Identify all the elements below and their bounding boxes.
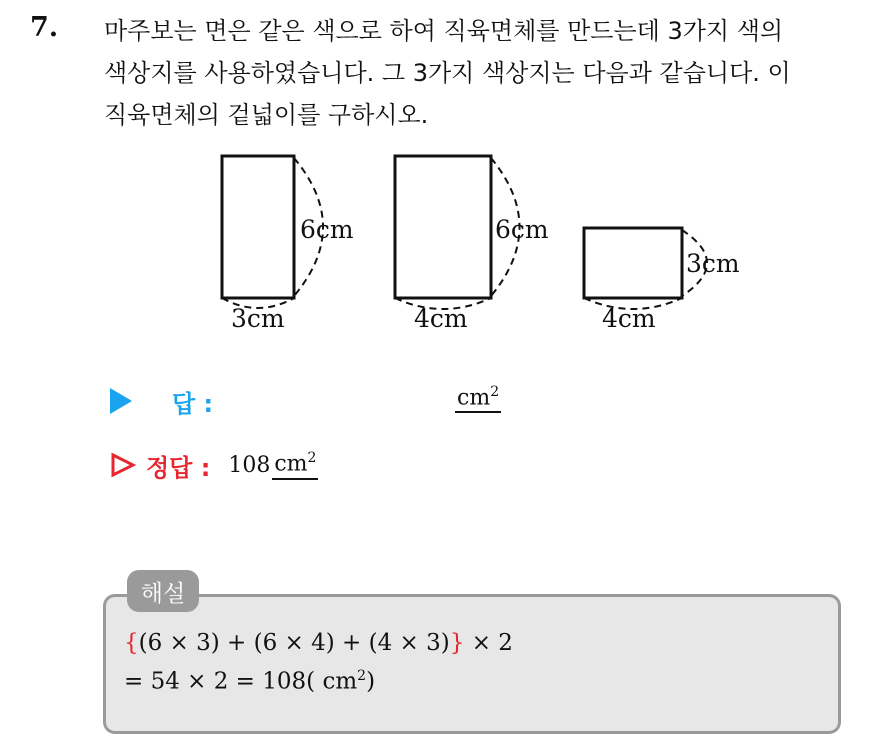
rect3-width-label: 4cm [602, 304, 656, 333]
solution-close-brace: } [449, 630, 465, 656]
answer-row [110, 384, 213, 418]
rect1-width-label: 3cm [231, 304, 285, 333]
answer-unit: cm [457, 385, 491, 411]
answer-label: 답 : [172, 389, 214, 418]
rectangle-4x3 [584, 228, 740, 333]
rectangle-4x6 [395, 156, 549, 333]
correct-unit-exponent: 2 [307, 450, 317, 467]
correct-answer-label: 정답 : [146, 453, 211, 482]
outline-triangle-icon [110, 452, 136, 478]
correct-answer-unit [272, 450, 318, 479]
rectangles-figure [0, 0, 884, 360]
solution-expression: (6 × 3) + (6 × 4) + (4 × 3) [138, 630, 450, 656]
solution-box [103, 594, 841, 734]
correct-unit-base: cm [274, 451, 308, 477]
correct-answer-value: 108 [228, 452, 271, 478]
correct-answer-row [110, 448, 318, 482]
rect1-height-label: 6cm [300, 215, 354, 244]
answer-blank[interactable] [455, 384, 501, 413]
rect2-height-label: 6cm [495, 215, 549, 244]
question-line-2: 색상지를 사용하였습니다. 그 3가지 색상지는 다음과 같습니다. 이 [104, 59, 791, 87]
solution-line-1 [124, 630, 513, 656]
solution-open-brace: { [124, 630, 139, 656]
solution-result-close: ) [366, 668, 376, 695]
answer-unit-exponent: 2 [490, 384, 500, 400]
question-line-1: 마주보는 면은 같은 색으로 하여 직육면체를 만드는데 3가지 색의 [104, 17, 784, 45]
play-triangle-icon [110, 388, 132, 414]
rectangle-3x6 [222, 156, 354, 333]
question-line-3: 직육면체의 겉넓이를 구하시오. [104, 101, 429, 129]
question-number: 7. [30, 12, 59, 43]
solution-line-2 [124, 668, 375, 695]
rect2-width-label: 4cm [414, 304, 468, 333]
solution-result-exponent: 2 [357, 668, 367, 684]
solution-result: = 54 × 2 = 108( cm [124, 668, 358, 695]
solution-tag: 해설 [127, 570, 199, 612]
rect3-height-label: 3cm [686, 249, 740, 278]
solution-multiplier: × 2 [464, 630, 513, 656]
